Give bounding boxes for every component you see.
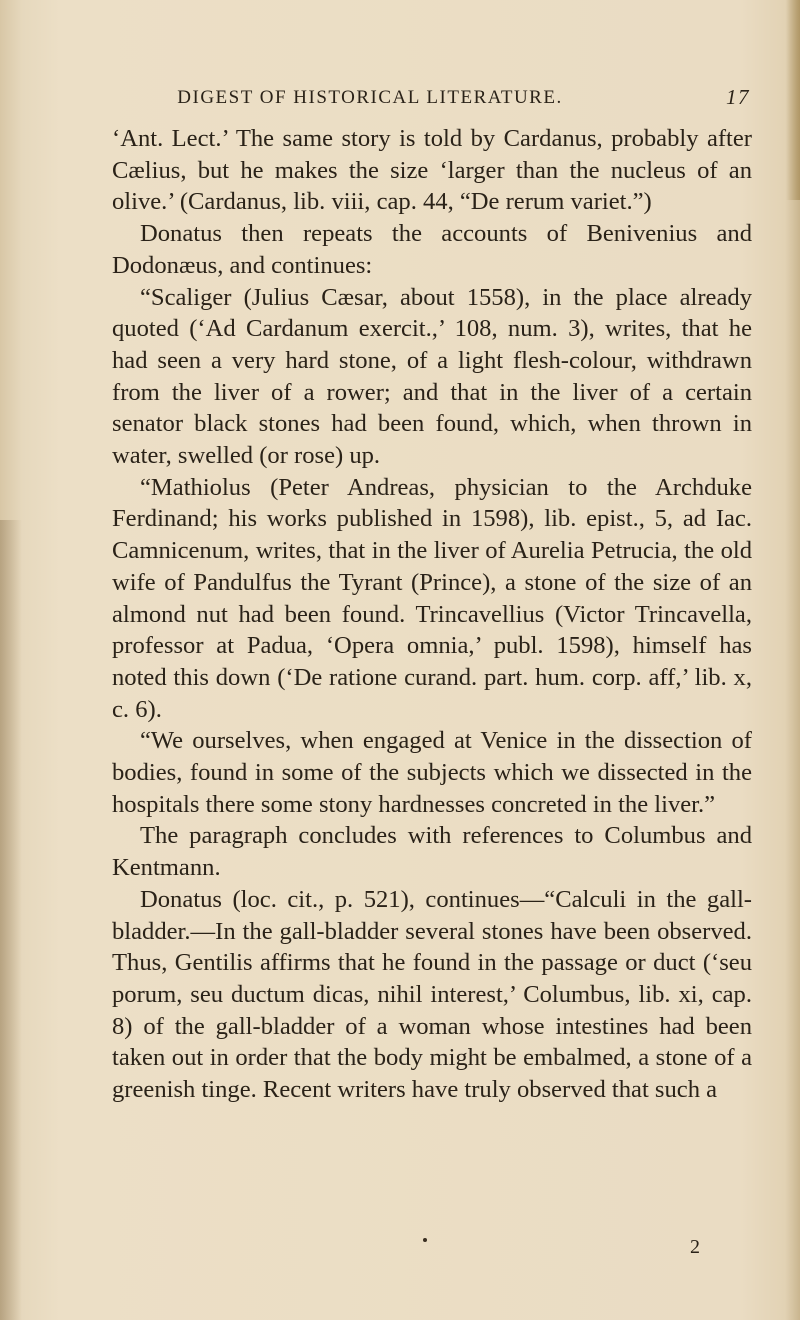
body-text xyxy=(112,123,752,1106)
printer-dot xyxy=(423,1238,427,1242)
page-edge-stain xyxy=(786,0,800,200)
paragraph: “Scaliger (Julius Cæsar, about 1558), in the place already quoted (‘Ad Cardanum exercit.,’ 108, num. 3), writes, that he had seen a very hard stone, of a light flesh-colour, withdrawn from the liver of a rower; and that in the liver of a certain senator black stones had been found, which, when thrown in water, swelled (or rose) up. xyxy=(112,283,752,470)
paragraph: “Mathiolus (Peter Andreas, physician to the Archduke Ferdinand; his works published in 1598), lib. epist., 5, ad Iac. Camnicenum, writes, that in the liver of Aurelia Petrucia, the old wife of Pandulfus the Tyrant (Prince), a stone of the size of an almond nut had been found. Trincavellius (Victor Trincavella, professor at Padua, ‘Opera omnia,’ publ. 1598), himself has noted this down (‘De ratione curand. part. hum. corp. aff,’ lib. x, c. 6). xyxy=(112,473,752,723)
running-head-title: DIGEST OF HISTORICAL LITERATURE. xyxy=(177,87,563,108)
paragraph: The paragraph concludes with references to Columbus and Kentmann. xyxy=(112,822,752,882)
signature-mark: 2 xyxy=(690,1236,700,1258)
paragraph: Donatus (loc. cit., p. 521), continues—“Calculi in the gall-bladder.—In the gall-bladder several stones have been observed. Thus, Gentilis affirms that he found in the passage or duct (‘seu porum, seu ductum dicas, nihil interest,’ Columbus, lib. xi, cap. 8) of the gall-bladder of a woman whose intestines had been taken out in order that the body might be embalmed, a stone of a greenish tinge. Recent writers have truly observed that such a xyxy=(112,885,752,1104)
paragraph: Donatus then repeats the accounts of Benivenius and Dodonæus, and continues: xyxy=(112,220,752,279)
paragraph: ‘Ant. Lect.’ The same story is told by Cardanus, probably after Cælius, but he makes the size ‘larger than the nucleus of an olive.’ (Cardanus, lib. viii, cap. 44, “De rerum variet.”) xyxy=(112,125,752,216)
paragraph: “We ourselves, when engaged at Venice in the dissection of bodies, found in some of the subjects which we dissected in the hospitals there some stony hardnesses concreted in the liver.” xyxy=(112,727,752,818)
page-number: 17 xyxy=(726,85,750,109)
gutter-shadow xyxy=(0,520,22,1320)
